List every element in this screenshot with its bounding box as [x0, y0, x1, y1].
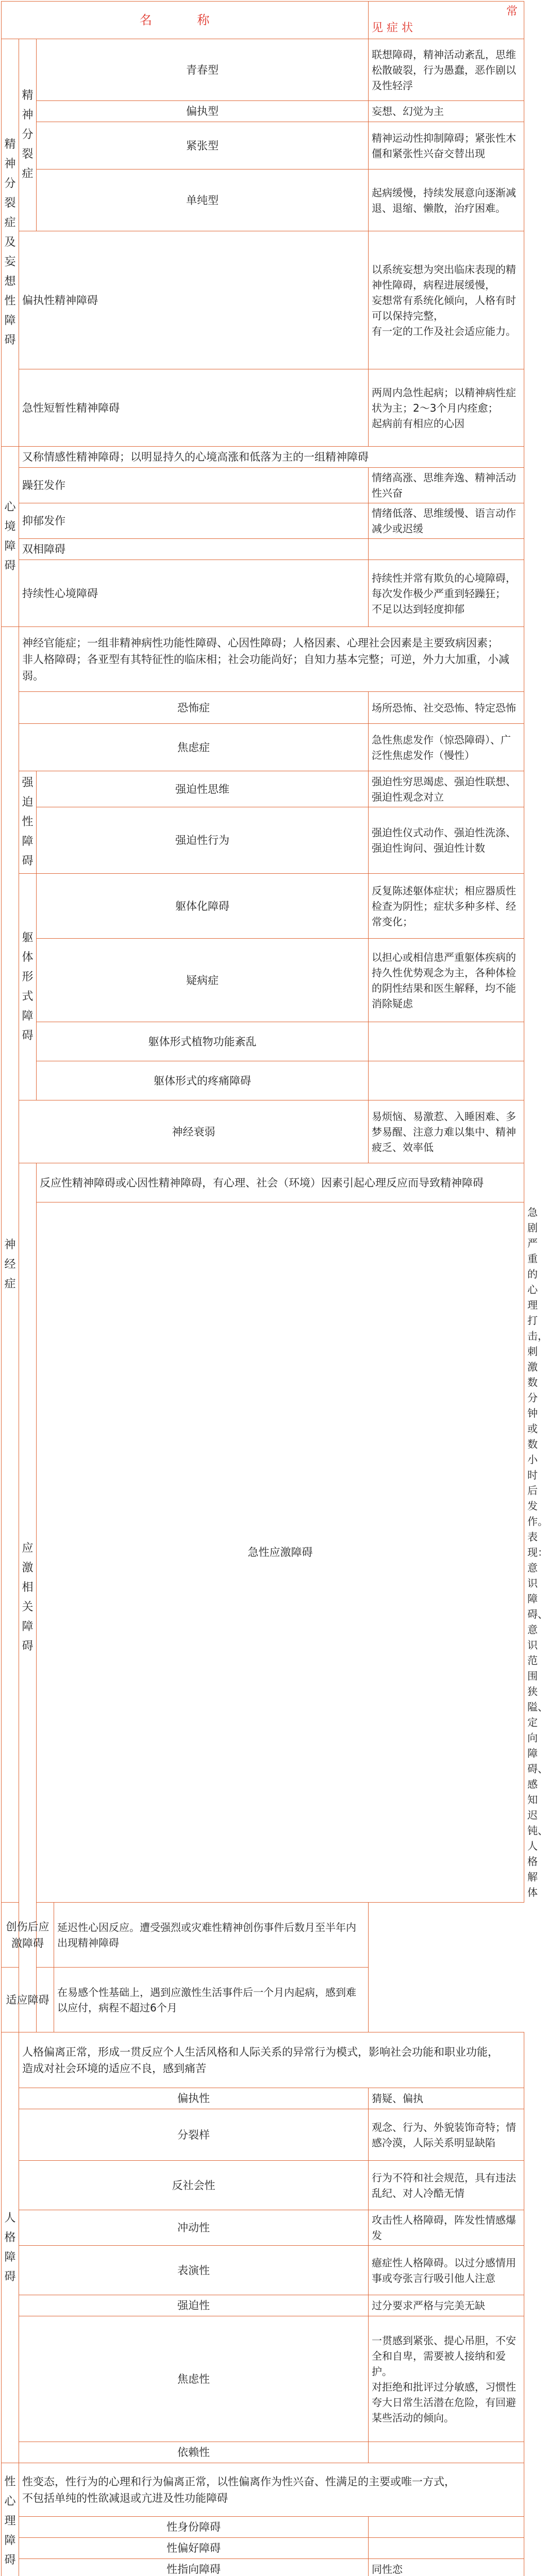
disorder-symptoms	[369, 2538, 524, 2559]
disorder-name: 焦虑性	[19, 2316, 369, 2442]
classification-table: 名 称 常 见 症 状 精神分裂症及妄想性障碍 精神分裂症 青春型 联想障碍，精神活动紊乱，思维松散破裂，行为愚蠢，恶作剧以及性轻浮 偏执型 妄想、幻觉为主 紧张型 精神运动性抑制障碍；紧张性木僵和紧张性兴奋交替出现 单纯型 起病缓慢，持续发展意向逐渐减退、退缩、懒散，治疗困难。 偏执性精神障碍 以系统妄想为突出临床表现的精神性障碍，病程进展缓慢， 妄想常有系统化倾向，人格有时可以保持完整， 有一定的工作及社会适应能力。 急性短暂性精神障碍 两周内急性起病；以精神病性症状为主；2～3个月内痊愈； 起病前有相应的心因 心境障碍 又称情感性精神障碍；以明显持久的心境高涨和低落为主的一组精神障碍 躁狂发作 情绪高涨、思维奔逸、精神活动性兴奋 抑郁发作 情绪低落、思维缓慢、语言动作减少或迟缓 双相障碍 持续性心境障碍 持续性并常有欺负的心境障碍，每次发作极少严重到轻躁狂； 不足以达到轻度抑郁 神经症 神经官能症；一组非精神病性功能性障碍、心因性障碍；人格因素、心理社会因素是主要致病因素； 非人格障碍；各亚型有其特征性的临床相；社会功能尚好；自知力基本完整；可逆，外力大加重，小减弱。 恐怖症 场所恐怖、社交恐怖、特定恐怖 焦虑症 急性焦虑发作（惊恐障碍）、广泛性焦虑发作（慢性） 强迫性障碍 强迫性思维 强迫性穷思竭虑、强迫性联想、强迫性观念对立 强迫性行为 强迫性仪式动作、强迫性洗涤、强迫性询问、强迫性计数 躯体形式障碍 躯体化障碍 反复陈述躯体症状；相应器质性检查为阴性；症状多种多样、经常变化； 疑病症 以担心或相信患严重躯体疾病的持久性优势观念为主，各种体检的阴性结果和医生解释，均不能消除疑虑 躯体形式植物功能紊乱 躯体形式的疼痛障碍 神经衰弱 易烦恼、易激惹、入睡困难、多梦易醒、注意力难以集中、精神疲乏、效率低 应激相关障碍 反应性精神障碍或心因性精神障碍，有心理、社会（环境）因素引起心理反应而导致精神障碍 急性应激障碍 急剧严重的心理打击，刺激数分钟或数小时后发作。 表现：意识障碍、意识范围狭隘、定向障碍、感知迟钝、人格解体 创伤后应激障碍 延迟性心因反应。遭受强烈或灾难性精神创伤事件后数月至半年内出现精神障碍 适应障碍 在易感个性基础上，遇到应激性生活事件后一个月内起病，感到难以应付，病程不超过6个月 人格障碍 人格偏离正常，形成一贯反应个人生活风格和人际关系的异常行为模式，影响社会功能和职业功能， 造成对社会环境的适应不良，感到痛苦 偏执性 猜疑、偏执 分裂样 观念、行为、外貌装饰奇特；情感冷漠，人际关系明显缺陷 反社会性 行为不符和社会规范，具有违法乱纪、对人冷酷无情 冲动性 攻击性人格障碍，阵发性情感爆发 表演性 癔症性人格障碍。以过分感情用事或夸张言行吸引他人注意 强迫性 过分要求严格与完美无缺 焦虑性 一贯感到紧张、提心吊胆，不安全和自卑，需要被人接纳和爱护。 对拒绝和批评过分敏感，习惯性夸大日常生活潜在危险，有回避某些活动的倾向。 依赖性 性心理障碍 性变态，性行为的心理和行为偏离正常，以性偏离作为性兴奋、性满足的主要或唯一方式， 不包括单纯的性欲减退或亢进及性功能障碍 性身份障碍 性偏好障碍 性指向障碍 同性恋	[1, 1, 524, 2576]
disorder-symptoms: 反复陈述躯体症状；相应器质性检查为阴性；症状多种多样、经常变化；	[369, 874, 524, 939]
disorder-name: 恐怖症	[19, 692, 369, 724]
type-symptoms: 妄想、幻觉为主	[369, 101, 524, 122]
type-symptoms: 起病缓慢，持续发展意向逐渐减退、退缩、懒散，治疗困难。	[369, 170, 524, 231]
disorder-symptoms: 一贯感到紧张、提心吊胆，不安全和自卑，需要被人接纳和爱护。 对拒绝和批评过分敏感，习惯性夸大日常生活潜在危险，有回避某些活动的倾向。	[369, 2316, 524, 2442]
type-name: 紧张型	[37, 122, 369, 170]
disorder-symptoms	[369, 2517, 524, 2538]
type-name: 单纯型	[37, 170, 369, 231]
disorder-name: 偏执性	[19, 2088, 369, 2109]
disorder-symptoms: 癔症性人格障碍。以过分感情用事或夸张言行吸引他人注意	[369, 2246, 524, 2295]
disorder-name: 创伤后应激障碍	[2, 1903, 54, 1968]
disorder-symptoms: 观念、行为、外貌装饰奇特；情感冷漠，人际关系明显缺陷	[369, 2109, 524, 2161]
group-description: 人格偏离正常，形成一贯反应个人生活风格和人际关系的异常行为模式，影响社会功能和职业功能， 造成对社会环境的适应不良，感到痛苦	[19, 2032, 524, 2088]
disorder-name: 强迫性行为	[37, 807, 369, 874]
disorder-symptoms: 强迫性仪式动作、强迫性洗涤、强迫性询问、强迫性计数	[369, 807, 524, 874]
disorder-symptoms: 行为不符和社会规范，具有违法乱纪、对人冷酷无情	[369, 2161, 524, 2210]
disorder-symptoms: 猜疑、偏执	[369, 2088, 524, 2109]
disorder-name: 表演性	[19, 2246, 369, 2295]
group-description: 反应性精神障碍或心因性精神障碍，有心理、社会（环境）因素引起心理反应而导致精神障碍	[37, 1163, 524, 1202]
disorder-name: 性身份障碍	[19, 2517, 369, 2538]
disorder-symptoms: 同性恋	[369, 2559, 524, 2576]
group-label-personality: 人格障碍	[2, 2032, 19, 2463]
disorder-symptoms: 过分要求严格与完美无缺	[369, 2295, 524, 2316]
disorder-name: 强迫性	[19, 2295, 369, 2316]
disorder-name: 性指向障碍	[19, 2559, 369, 2576]
disorder-name: 疑病症	[37, 939, 369, 1022]
disorder-symptoms: 以担心或相信患严重躯体疾病的持久性优势观念为主，各种体检的阴性结果和医生解释，均不能消除疑虑	[369, 939, 524, 1022]
disorder-name: 躯体形式植物功能紊乱	[37, 1022, 369, 1061]
disorder-symptoms	[369, 1061, 524, 1100]
subgroup-label-somatoform: 躯体形式障碍	[19, 874, 37, 1100]
disorder-symptoms: 情绪低落、思维缓慢、语言动作减少或迟缓	[369, 503, 524, 539]
disorder-name: 冲动性	[19, 2210, 369, 2246]
disorder-name: 双相障碍	[19, 539, 369, 560]
type-symptoms: 精神运动性抑制障碍；紧张性木僵和紧张性兴奋交替出现	[369, 122, 524, 170]
group-label-sexual: 性心理障碍	[2, 2463, 19, 2576]
subgroup-label-schizophrenia: 精神分裂症	[19, 39, 37, 231]
group-label-neurosis: 神经症	[2, 627, 19, 1903]
psychiatric-classification-table-page	[0, 1, 525, 2576]
group-description: 又称情感性精神障碍；以明显持久的心境高涨和低落为主的一组精神障碍	[19, 447, 524, 468]
disorder-symptoms: 攻击性人格障碍，阵发性情感爆发	[369, 2210, 524, 2246]
disorder-symptoms: 延迟性心因反应。遭受强烈或灾难性精神创伤事件后数月至半年内出现精神障碍	[54, 1903, 369, 1968]
disorder-name: 躯体形式的疼痛障碍	[37, 1061, 369, 1100]
disorder-name: 依赖性	[19, 2442, 369, 2463]
disorder-symptoms	[369, 539, 524, 560]
disorder-name: 神经衰弱	[19, 1100, 369, 1163]
type-name: 青春型	[37, 39, 369, 101]
disorder-name: 躁狂发作	[19, 468, 369, 503]
disorder-name: 偏执性精神障碍	[19, 231, 369, 369]
disorder-name: 抑郁发作	[19, 503, 369, 539]
disorder-symptoms: 以系统妄想为突出临床表现的精神性障碍，病程进展缓慢， 妄想常有系统化倾向，人格有时可以保持完整， 有一定的工作及社会适应能力。	[369, 231, 524, 369]
disorder-symptoms: 两周内急性起病；以精神病性症状为主；2～3个月内痊愈； 起病前有相应的心因	[369, 369, 524, 447]
disorder-name: 焦虑症	[19, 724, 369, 771]
subgroup-label-ocd: 强迫性障碍	[19, 771, 37, 874]
disorder-symptoms	[369, 2442, 524, 2463]
group-label-stress: 应激相关障碍	[19, 1163, 37, 2032]
disorder-name: 躯体化障碍	[37, 874, 369, 939]
disorder-name: 强迫性思维	[37, 771, 369, 807]
disorder-name: 急性应激障碍	[37, 1202, 524, 1903]
disorder-symptoms: 急性焦虑发作（惊恐障碍）、广泛性焦虑发作（慢性）	[369, 724, 524, 771]
disorder-symptoms: 持续性并常有欺负的心境障碍，每次发作极少严重到轻躁狂； 不足以达到轻度抑郁	[369, 560, 524, 627]
type-name: 偏执型	[37, 101, 369, 122]
disorder-symptoms: 场所恐怖、社交恐怖、特定恐怖	[369, 692, 524, 724]
disorder-name: 持续性心境障碍	[19, 560, 369, 627]
disorder-name: 性偏好障碍	[19, 2538, 369, 2559]
group-label-schizophrenia: 精神分裂症及妄想性障碍	[2, 39, 19, 447]
disorder-symptoms: 易烦恼、易激惹、入睡困难、多梦易醒、注意力难以集中、精神疲乏、效率低	[369, 1100, 524, 1163]
disorder-name: 适应障碍	[2, 1968, 54, 2032]
name-column-header: 名 称	[2, 2, 369, 39]
group-description: 性变态，性行为的心理和行为偏离正常，以性偏离作为性兴奋、性满足的主要或唯一方式， 不包括单纯的性欲减退或亢进及性功能障碍	[19, 2463, 524, 2517]
disorder-symptoms: 强迫性穷思竭虑、强迫性联想、强迫性观念对立	[369, 771, 524, 807]
disorder-symptoms	[369, 1022, 524, 1061]
disorder-symptoms: 在易感个性基础上，遇到应激性生活事件后一个月内起病，感到难以应付，病程不超过6个月	[54, 1968, 369, 2032]
symptoms-header-bottom: 见 症 状	[372, 20, 521, 37]
disorder-symptoms: 情绪高涨、思维奔逸、精神活动性兴奋	[369, 468, 524, 503]
type-symptoms: 联想障碍，精神活动紊乱，思维松散破裂，行为愚蠢，恶作剧以及性轻浮	[369, 39, 524, 101]
symptoms-header-top: 常	[372, 4, 521, 20]
disorder-name: 急性短暂性精神障碍	[19, 369, 369, 447]
symptoms-column-header	[369, 2, 524, 39]
group-label-mood: 心境障碍	[2, 447, 19, 627]
group-description: 神经官能症；一组非精神病性功能性障碍、心因性障碍；人格因素、心理社会因素是主要致病因素； 非人格障碍；各亚型有其特征性的临床相；社会功能尚好；自知力基本完整；可逆，外力大加重，小减弱。	[19, 627, 524, 692]
disorder-name: 反社会性	[19, 2161, 369, 2210]
disorder-name: 分裂样	[19, 2109, 369, 2161]
